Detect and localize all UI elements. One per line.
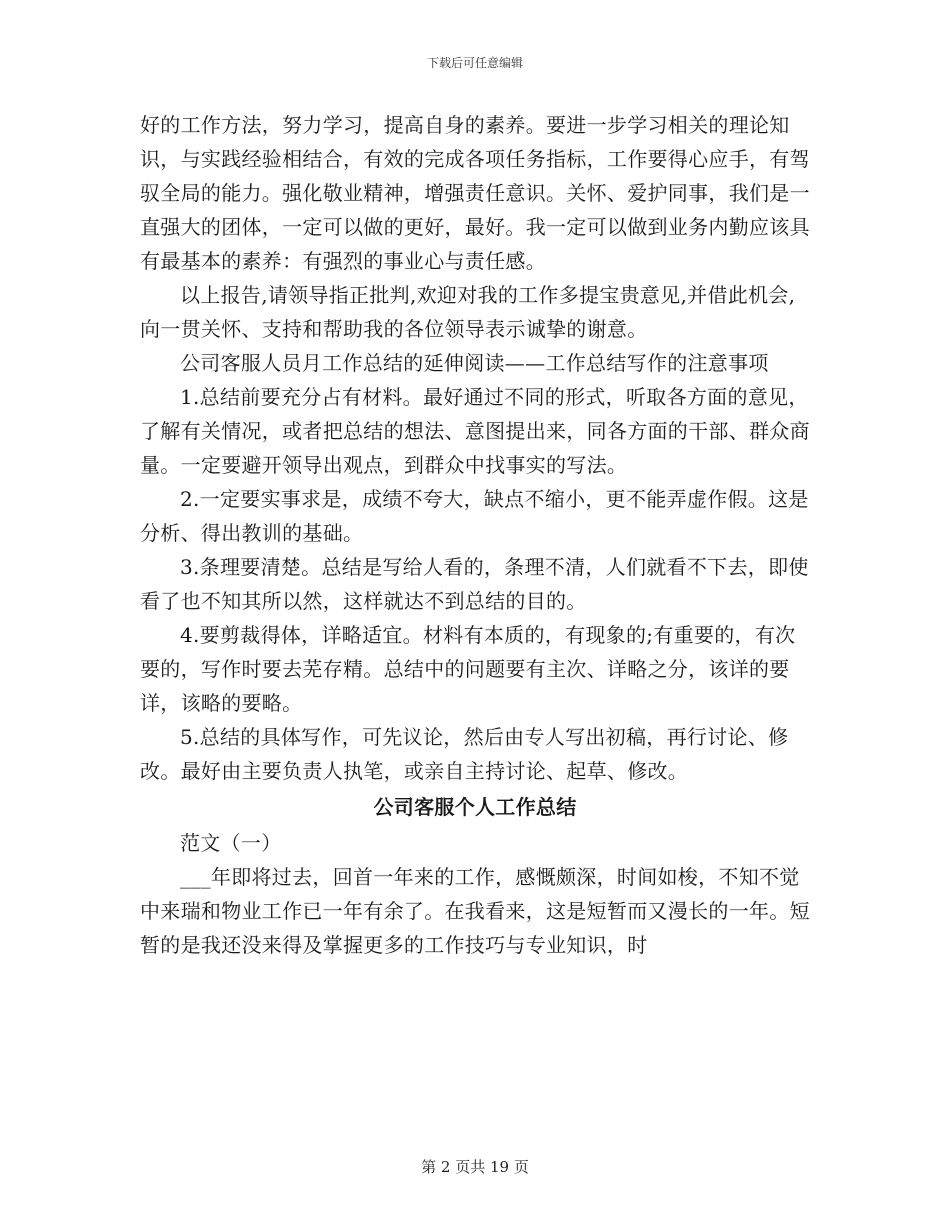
list-item: 2.一定要实事求是，成绩不夸大，缺点不缩小，更不能弄虚作假。这是分析、得出教训的基础。 [140,487,809,545]
section-heading: 公司客服个人工作总结 [373,795,577,819]
list-item: 4.要剪裁得体，详略适宜。材料有本质的，有现象的;有重要的，有次要的，写作时要去芜存精。总结中的问题要有主次、详略之分，该详的要详，该略的要略。 [140,623,796,715]
paragraph: 好的工作方法，努力学习，提高自身的素养。要进一步学习相关的理论知识，与实践经验相结合，有效的完成各项任务指标，工作要得心应手，有驾驭全局的能力。强化敬业精神，增强责任意识。关怀、爱护同事，我们是一直强大的团体，一定可以做的更好，最好。我一定可以做到业务内勤应该具有最基本的素养：有强烈的事业心与责任感。 [140,113,810,273]
paragraph: 范文（一） [180,831,282,855]
list-item: 5.总结的具体写作，可先议论，然后由专人写出初稿，再行讨论、修改。最好由主要负责人执笔，或亲自主持讨论、起草、修改。 [140,725,789,783]
page-header: 下载后可任意编辑 [426,56,523,70]
paragraph: ___年即将过去，回首一年来的工作，感慨颇深，时间如梭，不知不觉中来瑞和物业工作已一年有余了。在我看来，这是短暂而又漫长的一年。短暂的是我还没来得及掌握更多的工作技巧与专业知识，时 [140,865,810,957]
page-footer: 第 2 页共 19 页 [421,1158,529,1176]
list-item: 1.总结前要充分占有材料。最好通过不同的形式，听取各方面的意见，了解有关情况，或者把总结的想法、意图提出来，同各方面的干部、群众商量。一定要避开领导出观点，到群众中找事实的写法。 [140,385,810,477]
paragraph: 以上报告,请领导指正批判,欢迎对我的工作多提宝贵意见,并借此机会,向一贯关怀、支持和帮助我的各位领导表示诚挚的谢意。 [140,283,796,341]
list-item: 3.条理要清楚。总结是写给人看的，条理不清，人们就看不下去，即使看了也不知其所以然，这样就达不到总结的目的。 [140,555,809,613]
paragraph: 公司客服人员月工作总结的延伸阅读——工作总结写作的注意事项 [180,351,769,375]
document-body [140,108,810,962]
